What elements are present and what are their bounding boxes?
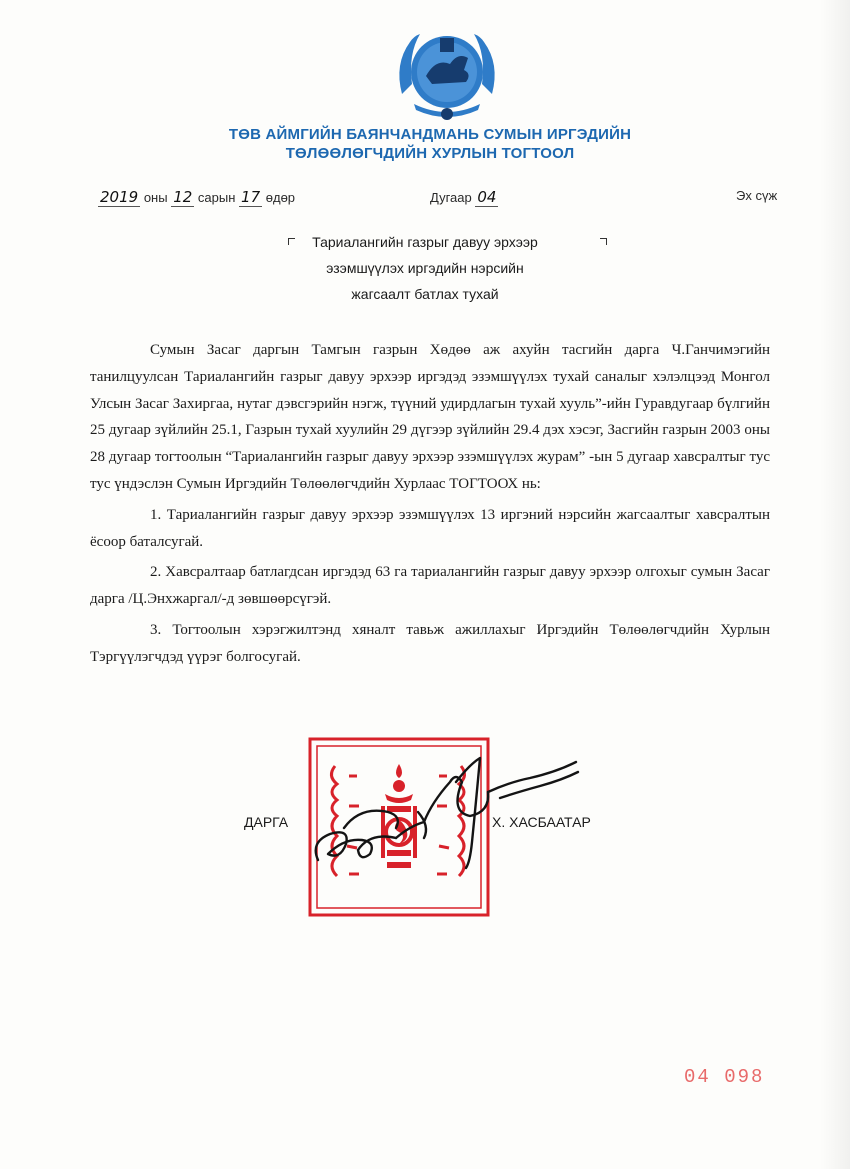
signatory-name: Х. ХАСБААТАР	[492, 814, 591, 830]
subject-line2: эзэмшүүлэх иргэдийн нэрсийн	[326, 260, 524, 276]
page-edge-shadow	[820, 0, 850, 1169]
state-emblem-icon	[392, 24, 502, 124]
org-name-line1: ТӨВ АЙМГИЙН БАЯНЧАНДМАНЬ СУМЫН ИРГЭДИЙН	[228, 126, 632, 143]
subject-line3: жагсаалт батлах тухай	[351, 286, 499, 302]
resolution-item-2: 2. Хавсралтаар батлагдсан иргэдэд 63 га тариалангийн газрыг давуу эрхээр олгохыг сумын Засаг дарга /Ц.Энхжаргал/-д зөвшөөрсүгэй.	[90, 564, 770, 608]
handwritten-signature-icon	[300, 742, 580, 872]
org-name-line2: ТӨЛӨӨЛӨГЧДИЙН ХУРЛЫН ТОГТООЛ	[285, 145, 575, 162]
subject-corner-right	[600, 238, 607, 245]
number-line	[430, 188, 498, 206]
date-day-suffix: өдөр	[265, 190, 296, 205]
document-number: 04	[477, 188, 497, 206]
resolution-item-3: 3. Тогтоолын хэрэгжилтэнд хяналт тавьж ажиллахыг Иргэдийн Төлөөлөгчдийн Хурлын Тэргүүлэгчдэд үүрэг болгосугай.	[90, 621, 770, 665]
number-label: Дугаар	[430, 190, 472, 205]
date-year-suffix: оны	[143, 190, 168, 205]
date-year: 2019	[100, 188, 139, 206]
date-day: 17	[241, 188, 261, 206]
date-line	[98, 188, 295, 206]
resolution-body	[90, 337, 770, 671]
signatory-role: ДАРГА	[244, 814, 289, 830]
resolution-item-1: 1. Тариалангийн газрыг давуу эрхээр эзэмшүүлэх 13 иргэний нэрсийн жагсаалтыг хавсралтын ёсоор баталсугай.	[90, 506, 770, 550]
date-month-suffix: сарын	[197, 190, 236, 205]
preamble-paragraph: Сумын Засаг даргын Тамгын газрын Хөдөө аж ахуйн тасгийн дарга Ч.Ганчимэгийн танилцуулсан Тариалангийн газрыг давуу эрхээр иргэдэд эзэмшүүлэх тухай саналыг хэлэлцээд Монгол Улсын Засаг Захиргаа, нутаг дэвсгэрийн нэгж, түүний удирдлагын тухай хууль”-ийн Гуравдугаар бүлгийн 25 дугаар зүйлийн 25.1, Газрын тухай хуулийн 29 дүгээр зүйлийн 29.4 дэх хэсэг, Засгийн газрын 2003 оны 28 дугаар тогтоолын “Тариалангийн газрыг давуу эрхээр эзэмшүүлэх журам” -ын 5 дугаар хавсралтыг тус тус үндэслэн Сумын Иргэдийн Төлөөлөгчдийн Хурлаас ТОГТООХ нь:	[90, 342, 770, 492]
date-month: 12	[173, 188, 193, 206]
serial-number: 04 098	[684, 1066, 765, 1088]
place: Эх сүж	[736, 188, 778, 203]
subject-line1: Тариалангийн газрыг давуу эрхээр	[312, 234, 538, 250]
